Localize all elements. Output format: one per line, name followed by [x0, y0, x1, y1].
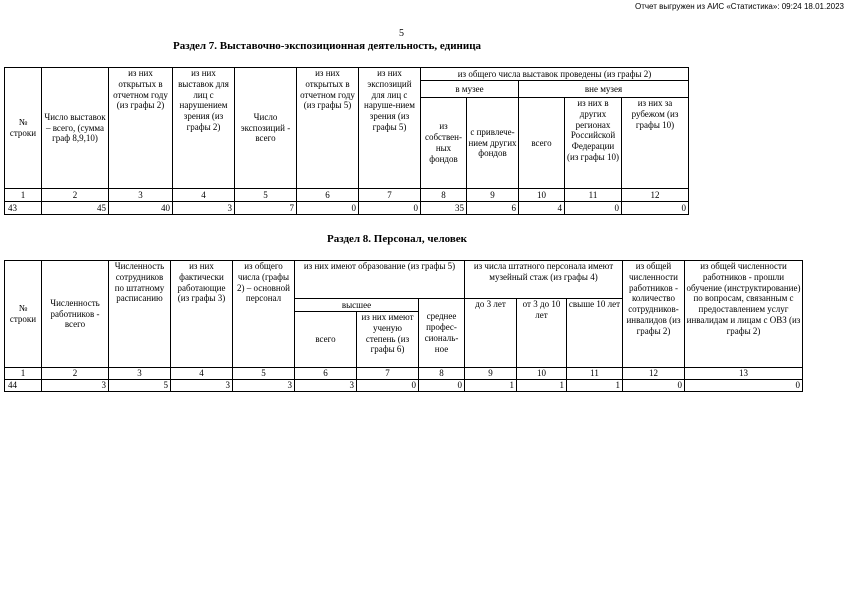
s7-data-cell: 35 [421, 202, 467, 215]
s7-col-num: 5 [235, 189, 297, 202]
s8-col-num: 5 [233, 368, 295, 380]
s7-header-c12: из них за рубежом (из графы 10) [622, 98, 689, 189]
section7-table [4, 67, 689, 215]
s7-header-c4: из них выставок для лиц с нарушением зрения (из графы 2) [173, 68, 235, 189]
s8-header-c9: до 3 лет [465, 299, 517, 368]
s7-header-c2: Число выставок – всего, (сумма граф 8,9,10) [42, 68, 109, 189]
s8-col-num: 2 [42, 368, 109, 380]
s7-col-num: 10 [519, 189, 565, 202]
s8-col-num: 8 [419, 368, 465, 380]
s7-col-num: 2 [42, 189, 109, 202]
report-export-header: Отчет выгружен из АИС «Статистика»: 09:24 18.01.2023 [634, 2, 844, 11]
s7-data-cell: 0 [359, 202, 421, 215]
s7-col-num: 9 [467, 189, 519, 202]
s8-col-num: 3 [109, 368, 171, 380]
s7-col-num: 8 [421, 189, 467, 202]
s7-data-cell: 3 [173, 202, 235, 215]
s8-header-c12: из общей численности работников - количество сотрудников-инвалидов (из графы 2) [623, 261, 685, 368]
s7-data-cell: 0 [565, 202, 622, 215]
s7-data-cell: 0 [297, 202, 359, 215]
section8-table [4, 260, 803, 392]
s8-header-edu-group: из них имеют образование (из графы 5) [295, 261, 465, 299]
s8-col-num: 4 [171, 368, 233, 380]
s8-data-cell: 0 [419, 380, 465, 392]
s8-col-num: 9 [465, 368, 517, 380]
s8-header-c10: от 3 до 10 лет [517, 299, 567, 368]
s8-header-c5: из общего числа (графы 2) – основной персонал [233, 261, 295, 368]
s7-col-number-row [5, 189, 689, 202]
s7-header-c5: Число экспозиций - всего [235, 68, 297, 189]
s7-row-code: 43 [5, 202, 42, 215]
s8-col-num: 12 [623, 368, 685, 380]
s7-col-num: 1 [5, 189, 42, 202]
s8-header-c4: из них фактически работающие (из графы 3) [171, 261, 233, 368]
s7-header-c10: всего [519, 98, 565, 189]
section7-title: Раздел 7. Выставочно-экспозиционная деятельность, единица [173, 40, 482, 52]
s8-data-cell: 5 [109, 380, 171, 392]
s7-header-c11: из них в других регионах Российской Федерации (из графы 10) [565, 98, 622, 189]
s7-header-c6: из них открытых в отчетном году (из графы 5) [297, 68, 359, 189]
s8-data-cell: 1 [567, 380, 623, 392]
s7-data-cell: 4 [519, 202, 565, 215]
s7-col-num: 12 [622, 189, 689, 202]
s7-header-c3: из них открытых в отчетном году (из графы 2) [109, 68, 173, 189]
s8-header-c2: Численность работников - всего [42, 261, 109, 368]
s8-col-num: 6 [295, 368, 357, 380]
s7-col-num: 3 [109, 189, 173, 202]
s8-header-c7: из них имеют ученую степень (из графы 6) [357, 312, 419, 368]
s8-col-num: 7 [357, 368, 419, 380]
s8-header-c13: из общей численности работников - прошли обучение (инструктирование) по вопросам, связанным с предоставлением услуг инвалидам и лицам с ОВЗ (из графы 2) [685, 261, 803, 368]
s7-col-num: 6 [297, 189, 359, 202]
s8-header-c3: Численность сотрудников по штатному расписанию [109, 261, 171, 368]
s7-data-cell: 6 [467, 202, 519, 215]
s7-header-outside-museum: вне музея [519, 81, 689, 98]
s8-data-cell: 0 [357, 380, 419, 392]
s8-col-num: 13 [685, 368, 803, 380]
section8-title: Раздел 8. Персонал, человек [327, 233, 467, 245]
s8-header-higher: высшее [295, 299, 419, 312]
s8-data-cell: 3 [42, 380, 109, 392]
s8-header-row-no: № строки [5, 261, 42, 368]
s7-col-num: 11 [565, 189, 622, 202]
s8-data-cell: 0 [685, 380, 803, 392]
s8-data-cell: 3 [233, 380, 295, 392]
s7-data-cell: 40 [109, 202, 173, 215]
s7-header-group-total: из общего числа выставок проведены (из графы 2) [421, 68, 689, 81]
s7-data-row [5, 202, 689, 215]
s8-col-num: 1 [5, 368, 42, 380]
s7-header-c8: из собствен-ных фондов [421, 98, 467, 189]
s7-header-row-no: № строки [5, 68, 42, 189]
s8-data-row [5, 380, 803, 392]
s7-col-num: 4 [173, 189, 235, 202]
s8-data-cell: 1 [465, 380, 517, 392]
s7-data-cell: 45 [42, 202, 109, 215]
s8-col-num: 11 [567, 368, 623, 380]
s8-col-num: 10 [517, 368, 567, 380]
s7-header-c9: с привлече-нием других фондов [467, 98, 519, 189]
s8-data-cell: 3 [295, 380, 357, 392]
s8-header-c6: всего [295, 312, 357, 368]
s8-data-cell: 3 [171, 380, 233, 392]
s7-col-num: 7 [359, 189, 421, 202]
s7-data-cell: 7 [235, 202, 297, 215]
s8-header-exp-group: из числа штатного персонала имеют музейный стаж (из графы 4) [465, 261, 623, 299]
s7-header-in-museum: в музее [421, 81, 519, 98]
s8-row-code: 44 [5, 380, 42, 392]
s8-header-c11: свыше 10 лет [567, 299, 623, 368]
s8-data-cell: 1 [517, 380, 567, 392]
s8-data-cell: 0 [623, 380, 685, 392]
page-number: 5 [399, 28, 404, 39]
s7-data-cell: 0 [622, 202, 689, 215]
s7-header-c7: из них экспозиций для лиц с наруше-нием зрения (из графы 5) [359, 68, 421, 189]
s8-header-c8: среднее профес-сиональ-ное [419, 299, 465, 368]
s8-col-number-row [5, 368, 803, 380]
